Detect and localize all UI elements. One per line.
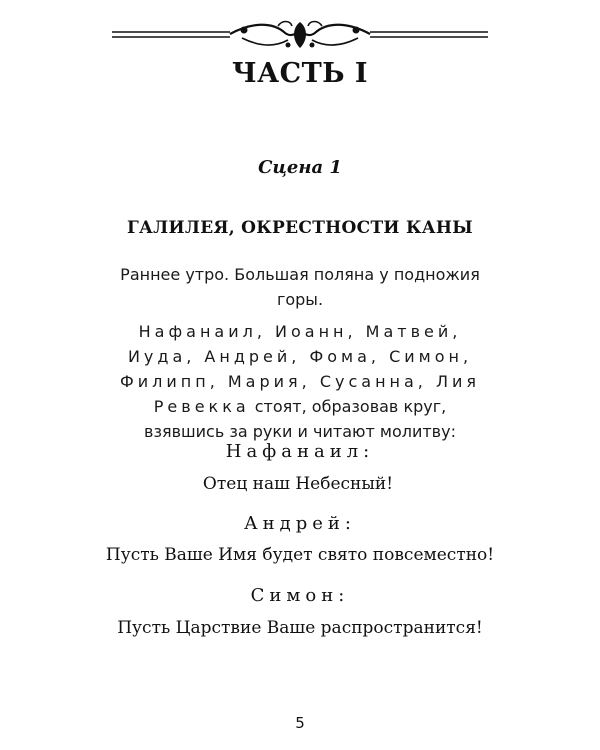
speech-line: Отец наш Небесный! xyxy=(202,474,394,494)
header-ornament xyxy=(112,18,488,52)
part-title: ЧАСТЬ I xyxy=(231,58,369,89)
scene-label: Сцена 1 xyxy=(258,157,342,178)
cast-line xyxy=(100,344,500,369)
speaker-name: Нафанаил: xyxy=(225,441,375,462)
speaker-name: Симон: xyxy=(250,585,350,606)
character-names: Филипп, Мария, Сусанна, Лия xyxy=(119,372,481,391)
speech-line: Пусть Ваше Имя будет свято повсеместно! xyxy=(105,545,495,565)
cast-line xyxy=(100,319,500,344)
cast-line xyxy=(100,394,500,419)
stage-direction-text: стоят, образовав круг, xyxy=(249,397,447,416)
stage-direction-line: горы. xyxy=(276,290,324,309)
cast-line xyxy=(100,369,500,394)
scene-place: ГАЛИЛЕЯ, ОКРЕСТНОСТИ КАНЫ xyxy=(126,218,474,238)
stage-direction-line: взявшись за руки и читают молитву: xyxy=(144,422,456,441)
stage-direction xyxy=(100,262,500,312)
page-number: 5 xyxy=(295,714,305,732)
stage-direction-line: Раннее утро. Большая поляна у подножия xyxy=(120,265,480,284)
speech-line: Пусть Царствие Ваше распространится! xyxy=(117,618,483,638)
character-names: Нафанаил, Иоанн, Матвей, xyxy=(138,322,462,341)
character-names: Ревекка xyxy=(153,397,250,416)
character-names: Иуда, Андрей, Фома, Симон, xyxy=(127,347,473,366)
speaker-name: Андрей: xyxy=(244,513,356,534)
stage-direction-cast xyxy=(100,319,500,444)
